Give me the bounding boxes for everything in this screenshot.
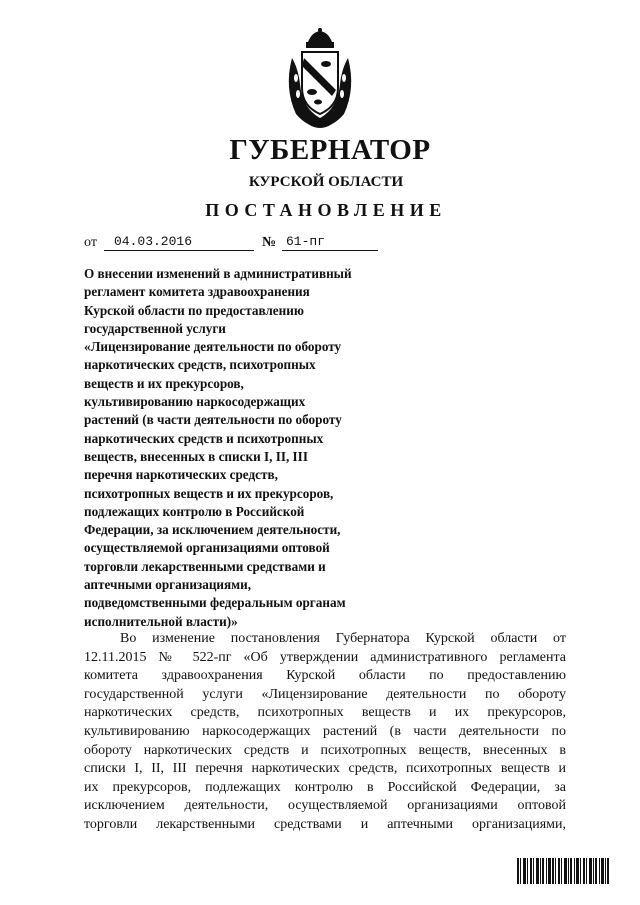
document-subtitle: КУРСКОЙ ОБЛАСТИ (248, 174, 404, 190)
subject-line: Федерации, за исключением деятельности, (84, 522, 341, 538)
subject-line: «Лицензирование деятельности по обороту (84, 339, 342, 355)
body-line: культивированию наркосодержащих растений (в части деятельности по (84, 723, 566, 739)
subject-line: наркотических средств и психотропных (84, 430, 324, 446)
subject-line: культивированию наркосодержащих (84, 394, 306, 410)
number-prefix: № (262, 235, 277, 250)
subject-line: психотропных веществ и их прекурсоров, (84, 485, 334, 501)
body-line: списки I, II, III перечня наркотических средств, психотропных веществ и (84, 761, 566, 777)
document-number: 61-пг (282, 234, 378, 251)
body-line: государственной услуги «Лицензирование деятельности по обороту (84, 686, 566, 702)
subject-line: перечня наркотических средств, (84, 467, 278, 483)
body-line: Во изменение постановления Губернатора Курской области от (120, 631, 566, 646)
date-prefix: от (84, 235, 97, 250)
document-subject (84, 265, 404, 631)
document-title: ГУБЕРНАТОР (229, 134, 431, 166)
document-date: 04.03.2016 (104, 234, 254, 251)
subject-line: регламент комитета здравоохранения (84, 284, 310, 300)
subject-line: аптечными организациями, (84, 577, 252, 593)
subject-line: осуществляемой организациями оптовой (84, 540, 330, 556)
body-line: 12.11.2015 № 522-пг «Об утверждении административного регламента (84, 649, 566, 665)
document-body (84, 630, 566, 835)
body-line: наркотических средств, психотропных веществ и их прекурсоров, (84, 705, 566, 721)
subject-line: подлежащих контролю в Российской (84, 503, 305, 519)
subject-line: подведомственными федеральным органам (84, 595, 346, 611)
subject-line: О внесении изменений в административный (84, 266, 352, 281)
subject-line: исполнительной власти)» (84, 613, 238, 629)
subject-line: веществ, внесенных в списки I, II, III (84, 448, 308, 464)
subject-line: торговли лекарственными средствами и (84, 558, 326, 574)
coat-of-arms-icon (282, 28, 358, 132)
body-line: комитета здравоохранения Курской области по предоставлению (84, 668, 566, 684)
subject-line: растений (в части деятельности по обороту (84, 412, 342, 428)
barcode-icon (517, 858, 609, 884)
body-line: обороту наркотических средств и психотропных веществ, внесенных в (84, 742, 566, 758)
subject-line: веществ и их прекурсоров, (84, 375, 244, 391)
body-line: их прекурсоров, подлежащих контролю в Российской Федерации, за (84, 779, 566, 795)
subject-line: наркотических средств, психотропных (84, 357, 316, 373)
body-line: торговли лекарственными средствами и аптечными организациями, (84, 816, 566, 832)
document-type: ПОСТАНОВЛЕНИЕ (205, 200, 447, 220)
subject-line: Курской области по предоставлению (84, 302, 304, 318)
subject-line: государственной услуги (84, 320, 226, 336)
document-meta (84, 235, 504, 255)
body-line: исключением деятельности, осуществляемой организациями оптовой (84, 798, 566, 814)
